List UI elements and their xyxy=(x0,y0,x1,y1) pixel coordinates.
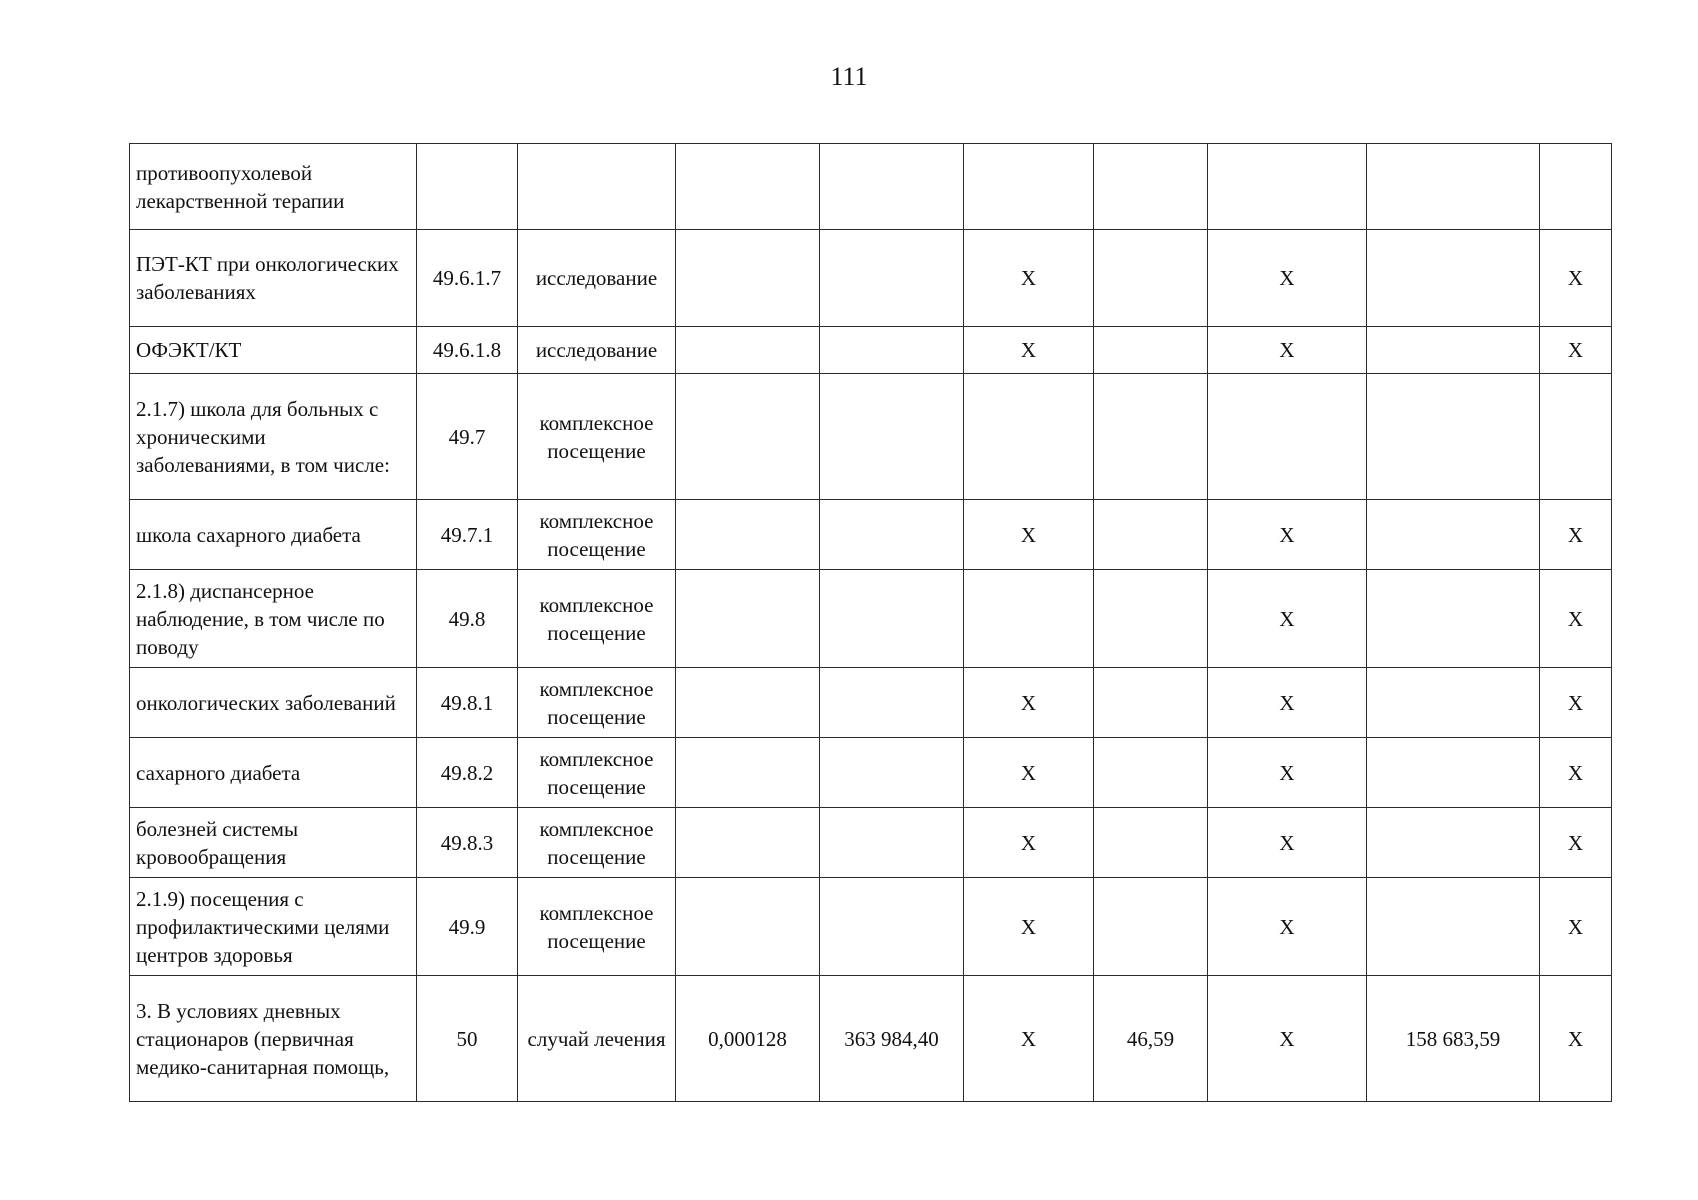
col4-cell xyxy=(676,374,820,500)
col8-cell: X xyxy=(1208,327,1367,374)
row-name-cell: 2.1.7) школа для больных с хроническими заболеваниями, в том числе: xyxy=(130,374,417,500)
col10-cell: X xyxy=(1540,808,1612,878)
row-name-cell: сахарного диабета xyxy=(130,738,417,808)
col9-cell xyxy=(1367,327,1540,374)
col5-cell xyxy=(820,808,964,878)
col9-cell xyxy=(1367,374,1540,500)
col6-cell: X xyxy=(964,808,1094,878)
row-code-cell: 49.8.2 xyxy=(417,738,518,808)
row-code-cell: 49.8 xyxy=(417,570,518,668)
col4-cell xyxy=(676,327,820,374)
row-unit-cell: исследование xyxy=(518,327,676,374)
col5-cell xyxy=(820,668,964,738)
col10-cell: X xyxy=(1540,230,1612,327)
col4-cell xyxy=(676,808,820,878)
col4-cell: 0,000128 xyxy=(676,976,820,1102)
col8-cell xyxy=(1208,144,1367,230)
col7-cell xyxy=(1094,738,1208,808)
col8-cell xyxy=(1208,374,1367,500)
row-unit-cell: случай лечения xyxy=(518,976,676,1102)
table-row xyxy=(130,230,1612,327)
col8-cell: X xyxy=(1208,878,1367,976)
col7-cell xyxy=(1094,570,1208,668)
col7-cell xyxy=(1094,878,1208,976)
col5-cell xyxy=(820,738,964,808)
col7-cell xyxy=(1094,374,1208,500)
col8-cell: X xyxy=(1208,738,1367,808)
col6-cell: X xyxy=(964,668,1094,738)
col7-cell xyxy=(1094,668,1208,738)
row-code-cell: 50 xyxy=(417,976,518,1102)
col5-cell xyxy=(820,878,964,976)
col7-cell: 46,59 xyxy=(1094,976,1208,1102)
table-row xyxy=(130,878,1612,976)
col9-cell xyxy=(1367,570,1540,668)
table-row xyxy=(130,144,1612,230)
table-row xyxy=(130,500,1612,570)
row-unit-cell: исследование xyxy=(518,230,676,327)
col5-cell xyxy=(820,327,964,374)
col5-cell: 363 984,40 xyxy=(820,976,964,1102)
row-unit-cell: комплексное посещение xyxy=(518,374,676,500)
col4-cell xyxy=(676,500,820,570)
col9-cell xyxy=(1367,738,1540,808)
row-name-cell: 2.1.9) посещения с профилактическими целями центров здоровья xyxy=(130,878,417,976)
col5-cell xyxy=(820,144,964,230)
col6-cell: X xyxy=(964,738,1094,808)
table-row xyxy=(130,570,1612,668)
col5-cell xyxy=(820,374,964,500)
row-unit-cell: комплексное посещение xyxy=(518,738,676,808)
col8-cell: X xyxy=(1208,976,1367,1102)
col4-cell xyxy=(676,878,820,976)
row-name-cell: 2.1.8) диспансерное наблюдение, в том числе по поводу xyxy=(130,570,417,668)
col5-cell xyxy=(820,500,964,570)
col10-cell: X xyxy=(1540,668,1612,738)
col4-cell xyxy=(676,668,820,738)
row-unit-cell xyxy=(518,144,676,230)
col9-cell xyxy=(1367,144,1540,230)
row-unit-cell: комплексное посещение xyxy=(518,878,676,976)
row-name-cell: онкологических заболеваний xyxy=(130,668,417,738)
row-unit-cell: комплексное посещение xyxy=(518,570,676,668)
col4-cell xyxy=(676,230,820,327)
col6-cell: X xyxy=(964,230,1094,327)
col10-cell: X xyxy=(1540,738,1612,808)
col6-cell: X xyxy=(964,976,1094,1102)
col6-cell: X xyxy=(964,500,1094,570)
page-number: 111 xyxy=(830,62,868,91)
row-name-cell: ПЭТ-КТ при онкологических заболеваниях xyxy=(130,230,417,327)
table-row xyxy=(130,327,1612,374)
col9-cell xyxy=(1367,668,1540,738)
col10-cell: X xyxy=(1540,500,1612,570)
row-unit-cell: комплексное посещение xyxy=(518,668,676,738)
row-code-cell: 49.6.1.7 xyxy=(417,230,518,327)
row-name-cell: противоопухолевой лекарственной терапии xyxy=(130,144,417,230)
row-code-cell: 49.7 xyxy=(417,374,518,500)
col5-cell xyxy=(820,570,964,668)
table-row xyxy=(130,668,1612,738)
row-unit-cell: комплексное посещение xyxy=(518,808,676,878)
row-name-cell: школа сахарного диабета xyxy=(130,500,417,570)
col7-cell xyxy=(1094,500,1208,570)
col10-cell: X xyxy=(1540,976,1612,1102)
row-code-cell xyxy=(417,144,518,230)
col8-cell: X xyxy=(1208,570,1367,668)
col7-cell xyxy=(1094,808,1208,878)
row-code-cell: 49.8.3 xyxy=(417,808,518,878)
row-name-cell: 3. В условиях дневных стационаров (первичная медико-санитарная помощь, xyxy=(130,976,417,1102)
col7-cell xyxy=(1094,144,1208,230)
col8-cell: X xyxy=(1208,230,1367,327)
table-row xyxy=(130,808,1612,878)
col6-cell xyxy=(964,374,1094,500)
col9-cell xyxy=(1367,878,1540,976)
row-code-cell: 49.6.1.8 xyxy=(417,327,518,374)
table-row xyxy=(130,738,1612,808)
col4-cell xyxy=(676,144,820,230)
col9-cell xyxy=(1367,230,1540,327)
row-unit-cell: комплексное посещение xyxy=(518,500,676,570)
col9-cell: 158 683,59 xyxy=(1367,976,1540,1102)
col7-cell xyxy=(1094,230,1208,327)
col9-cell xyxy=(1367,808,1540,878)
col6-cell xyxy=(964,144,1094,230)
data-table xyxy=(129,143,1612,1102)
col8-cell: X xyxy=(1208,668,1367,738)
col6-cell: X xyxy=(964,878,1094,976)
row-code-cell: 49.7.1 xyxy=(417,500,518,570)
col4-cell xyxy=(676,570,820,668)
table-row xyxy=(130,976,1612,1102)
col8-cell: X xyxy=(1208,808,1367,878)
row-code-cell: 49.9 xyxy=(417,878,518,976)
col10-cell: X xyxy=(1540,878,1612,976)
col5-cell xyxy=(820,230,964,327)
col8-cell: X xyxy=(1208,500,1367,570)
col10-cell: X xyxy=(1540,327,1612,374)
row-name-cell: ОФЭКТ/КТ xyxy=(130,327,417,374)
row-code-cell: 49.8.1 xyxy=(417,668,518,738)
col10-cell xyxy=(1540,374,1612,500)
col7-cell xyxy=(1094,327,1208,374)
row-name-cell: болезней системы кровообращения xyxy=(130,808,417,878)
col6-cell xyxy=(964,570,1094,668)
col4-cell xyxy=(676,738,820,808)
col10-cell xyxy=(1540,144,1612,230)
table-row xyxy=(130,374,1612,500)
col9-cell xyxy=(1367,500,1540,570)
col6-cell: X xyxy=(964,327,1094,374)
col10-cell: X xyxy=(1540,570,1612,668)
